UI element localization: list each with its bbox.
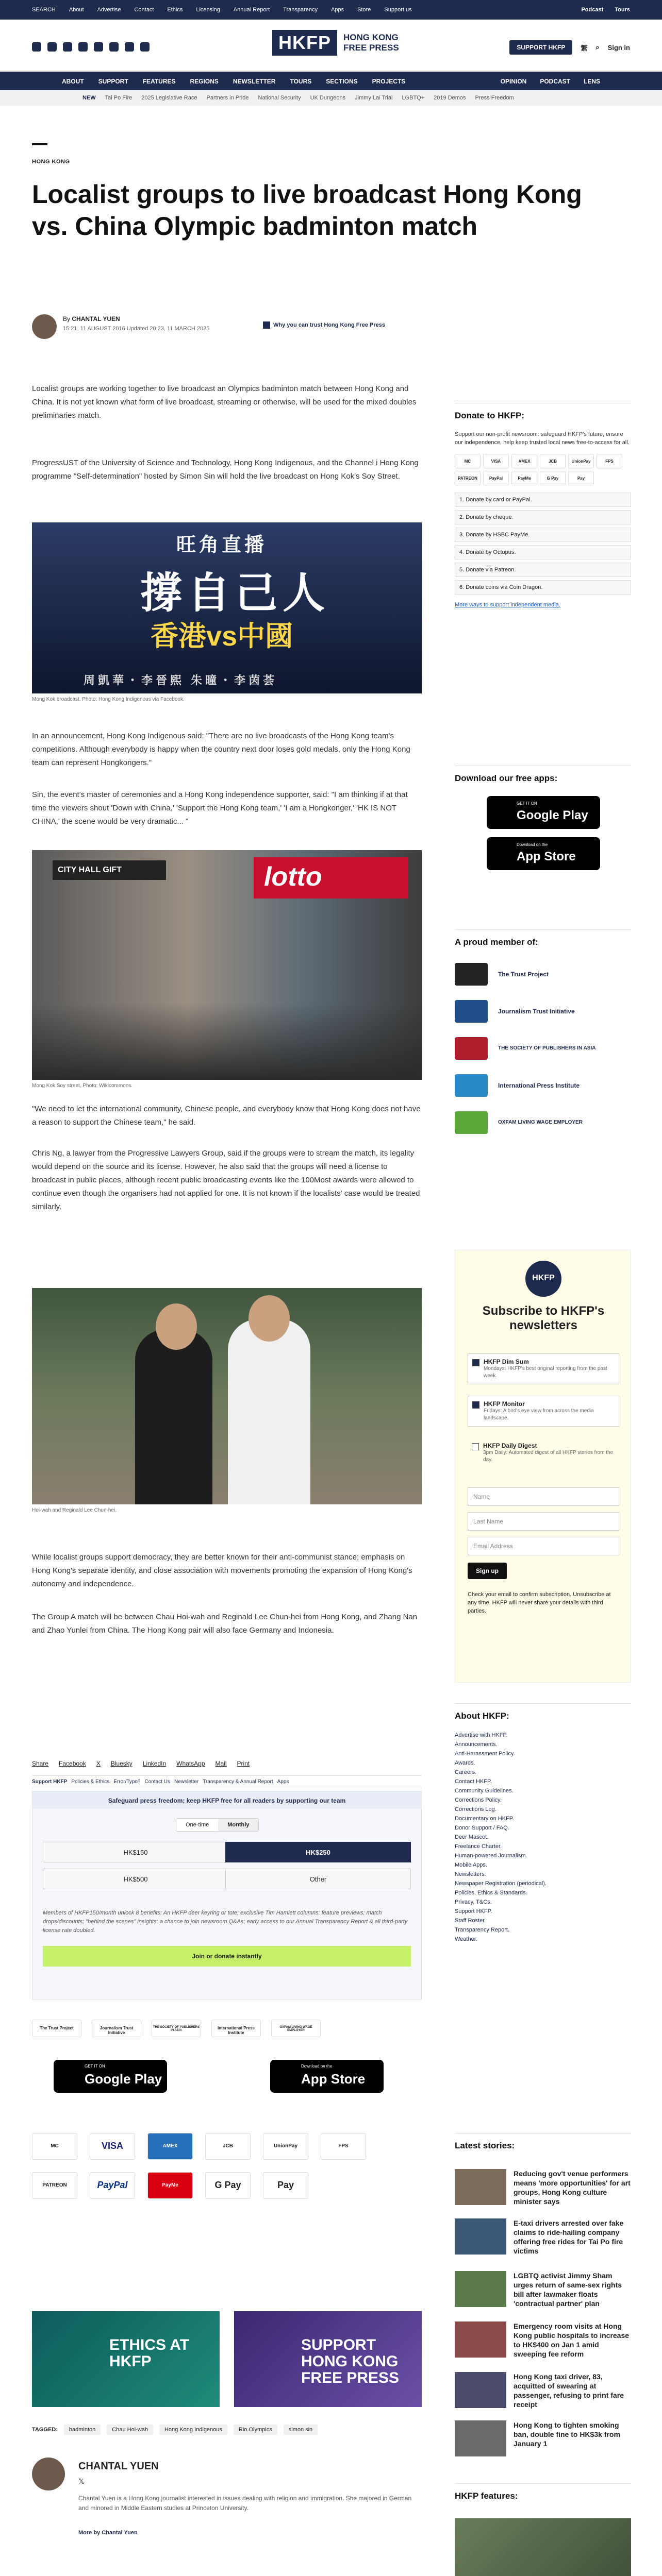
sidebar-heading: About HKFP: <box>455 1703 631 1721</box>
story-title: Emergency room visits at Hong Kong public hospitals to increase to HK$400 on Jan 1 amid sweeping fee reform <box>514 2322 630 2358</box>
author-name[interactable]: CHANTAL YUEN <box>78 2461 159 2472</box>
topbar-link[interactable]: Annual Report <box>233 7 270 13</box>
jcb-icon: JCB <box>540 454 566 468</box>
story-thumbnail <box>455 2420 506 2456</box>
poster-text: 周凱華・李晉熙 朱曈・李茵荟 <box>84 674 278 687</box>
paypal-icon: PayPal <box>90 2172 135 2199</box>
frequency-tabs <box>176 1818 259 1832</box>
author-avatar[interactable] <box>32 314 57 339</box>
topbar-link[interactable]: About <box>69 7 84 13</box>
story-title: Hong Kong taxi driver, 83, acquitted of swearing at passenger, refusing to print fare receipt <box>514 2372 624 2409</box>
nav-item[interactable]: ABOUT <box>62 78 84 85</box>
donate-intro[interactable]: Support our non-profit newsroom: safeguard HKFP's future, ensure our independence, help keep trusted local news free-to-access for all. <box>455 431 630 446</box>
sidebar-heading: Download our free apps: <box>455 766 631 784</box>
article-paragraph: The Group A match will be between Chau Hoi-wah and Reginald Lee Chun-hei from Hong Kong, and Zhang Nan and Zhao Yunlei from China. The Hong Kong pair will also face Germany and Indonesia. <box>32 1613 418 1635</box>
trending-item[interactable]: Press Freedom <box>475 95 514 101</box>
broadcast-poster-image <box>32 522 422 693</box>
nav-item[interactable]: OPINION <box>500 78 527 85</box>
topbar-link[interactable]: SEARCH <box>32 7 56 13</box>
policy-link[interactable]: Support HKFP <box>32 1779 68 1785</box>
latest-story[interactable] <box>455 2218 631 2260</box>
feature-image <box>455 2518 631 2576</box>
donate-option[interactable]: 2. Donate by cheque. <box>455 510 631 524</box>
latest-stories-heading-wrap <box>455 2133 631 2151</box>
rss-icon[interactable] <box>140 42 150 52</box>
sidebar-payment-icons <box>455 454 625 485</box>
latest-story[interactable] <box>455 2169 631 2210</box>
story-thumbnail <box>455 2218 506 2255</box>
sopa-icon <box>455 1037 488 1060</box>
trending-item[interactable]: Jimmy Lai Trial <box>355 95 393 101</box>
topbar-link[interactable]: Store <box>357 7 371 13</box>
story-title: Hong Kong to tighten smoking ban, double fine to HK$3k from January 1 <box>514 2421 620 2448</box>
apple-pay-icon: Pay <box>263 2172 308 2199</box>
tag-chip[interactable]: Rio Olympics <box>234 2425 277 2435</box>
about-link[interactable]: Anti-Harassment Policy. <box>455 1751 515 1757</box>
trust-icon <box>263 321 270 329</box>
author-bio: Chantal Yuen is a Hong Kong journalist interested in issues dealing with religion and immigration. She majored in German and minored in Middle Eastern studies at Princeton University. <box>78 2495 412 2512</box>
poster-text: 旺角直播 <box>176 534 268 556</box>
author-name-link[interactable]: CHANTAL YUEN <box>72 315 120 323</box>
story-title: LGBTQ activist Jimmy Sham urges return of same-sex rights bill after lawmaker floats 'contractual partner' plan <box>514 2272 622 2308</box>
street-photo <box>32 850 422 1080</box>
ipi-icon <box>455 1074 488 1097</box>
amount-option-selected[interactable]: HK$250 <box>225 1842 411 1862</box>
donate-option[interactable]: 5. Donate via Patreon. <box>455 563 631 577</box>
article-figure <box>32 1288 422 1513</box>
about-link[interactable]: Documentary on HKFP. <box>455 1816 514 1822</box>
about-link[interactable]: Contact HKFP. <box>455 1778 492 1785</box>
nav-item[interactable]: PROJECTS <box>372 78 406 85</box>
author-avatar[interactable] <box>32 2458 65 2490</box>
logo-line: HONG KONG <box>343 32 399 42</box>
google-play-badge[interactable]: GET IT ON Google Play <box>54 2060 167 2093</box>
nav-item[interactable]: TOURS <box>290 78 312 85</box>
x-icon[interactable] <box>47 42 57 52</box>
newsletter-option[interactable]: HKFP Monitor Fridays: A bird's eye view from across the media landscape. <box>468 1396 619 1427</box>
member-org[interactable]: Journalism Trust Initiative <box>455 1000 631 1023</box>
instagram-icon[interactable] <box>63 42 72 52</box>
site-logo[interactable] <box>272 30 399 56</box>
policy-link[interactable]: Policies & Ethics <box>71 1779 110 1785</box>
about-link[interactable]: Announcements. <box>455 1741 498 1748</box>
sidebar-heading: Donate to HKFP: <box>455 403 631 421</box>
about-link[interactable]: Freelance Charter. <box>455 1843 502 1850</box>
google-play-badge[interactable]: GET IT ON Google Play <box>487 796 600 829</box>
article-paragraph: Localist groups are working together to live broadcast an Olympics badminton match between Hong Kong and China. It is not yet known what form of live broadcast, streaming or otherwise, will be used for the mixed doubles preliminaries match. <box>32 384 417 420</box>
figure-caption: Mong Kok Soy street. Photo: Wikicommons. <box>32 1083 133 1089</box>
trust-project-logo[interactable]: The Trust Project <box>32 2020 81 2037</box>
newsletter-option[interactable]: HKFP Daily Digest 3pm Daily: Automated digest of all HKFP stories from the day. <box>468 1438 619 1468</box>
lotto-sign: lotto <box>254 857 408 899</box>
join-donate-button[interactable]: Join or donate instantly <box>43 1946 411 1967</box>
google-pay-icon: G Pay <box>540 471 566 485</box>
article-paragraph: "We need to let the international community, Chinese people, and everybody know that Hong Kong does not have a reason to support the Chinese team," he said. <box>32 1105 421 1127</box>
donate-option[interactable]: 4. Donate by Octopus. <box>455 545 631 560</box>
member-org[interactable]: The Trust Project <box>455 963 631 986</box>
policy-link[interactable]: Newsletter <box>174 1779 199 1785</box>
nav-item[interactable]: NEWSLETTER <box>233 78 276 85</box>
payme-icon: PayMe <box>511 471 537 485</box>
share-print[interactable]: Print <box>237 1760 250 1767</box>
facebook-icon[interactable] <box>32 42 41 52</box>
first-name-input[interactable]: Name <box>468 1487 619 1506</box>
jti-icon <box>455 1000 488 1023</box>
signup-button[interactable]: Sign up <box>468 1563 507 1579</box>
newsletter-signup <box>455 1250 631 1683</box>
app-store-label: App Store <box>301 2071 366 2087</box>
figure-caption: Hoi-wah and Reginald Lee Chun-hei. <box>32 1507 117 1513</box>
about-link[interactable]: Newspaper Registration (periodical). <box>455 1880 547 1887</box>
top-utility-bar <box>0 0 662 20</box>
share-bar <box>32 1760 250 1767</box>
app-store-badge[interactable]: Download on the App Store <box>487 837 600 870</box>
main-nav <box>0 72 662 90</box>
oxfam-logo[interactable]: OXFAM LIVING WAGE EMPLOYER <box>271 2020 321 2037</box>
tab-monthly[interactable]: Monthly <box>218 1819 258 1831</box>
newsletter-option[interactable]: HKFP Dim Sum Mondays: HKFP's best original reporting from the past week. <box>468 1353 619 1384</box>
more-ways-link[interactable]: More ways to support independent media. <box>455 602 560 608</box>
story-title: Reducing gov't venue performers means 'more opportunities' for art groups, Hong Kong culture minister says <box>514 2170 631 2206</box>
article-tags <box>32 2425 318 2435</box>
google-pay-icon: G Pay <box>205 2172 251 2199</box>
sidebar-heading: A proud member of: <box>455 929 631 947</box>
email-input[interactable]: Email Address <box>468 1537 619 1555</box>
tag-chip[interactable]: Hong Kong Indigenous <box>159 2425 227 2435</box>
share-facebook[interactable]: Facebook <box>59 1760 86 1767</box>
article-headline: Localist groups to live broadcast Hong Kong vs. China Olympic badminton match <box>32 180 582 241</box>
story-thumbnail <box>455 2321 506 2358</box>
oxfam-icon <box>455 1111 488 1134</box>
logo-line: FREE PRESS <box>343 43 399 53</box>
signin-link[interactable]: Sign in <box>607 43 630 52</box>
about-link[interactable]: Corrections Log. <box>455 1806 496 1812</box>
poster-text: 撐自己人 <box>140 570 330 617</box>
share-x[interactable]: X <box>96 1760 101 1767</box>
ipi-logo[interactable]: International Press Institute <box>211 2020 261 2037</box>
promo-title: ETHICS AT HKFP <box>109 2336 189 2370</box>
article-paragraph: ProgressUST of the University of Science and Technology, Hong Kong Indigenous, and the Channel i Hong Kong programme "Self-determination" hosted by Simon Sin will hold the live broadcast on Hong Kok's Soy Street. <box>32 459 419 481</box>
about-link[interactable]: Support HKFP. <box>455 1908 492 1914</box>
latest-story[interactable] <box>455 2271 631 2312</box>
masthead <box>0 20 662 71</box>
nav-item[interactable]: REGIONS <box>190 78 219 85</box>
features-heading-wrap <box>455 2483 631 2501</box>
nav-item[interactable]: PODCAST <box>540 78 570 85</box>
about-link[interactable]: Careers. <box>455 1769 477 1775</box>
topbar-link[interactable]: Transparency <box>283 7 318 13</box>
jcb-icon: JCB <box>205 2133 251 2160</box>
trending-bar <box>0 90 662 106</box>
linkedin-icon[interactable] <box>125 42 134 52</box>
checkbox-checked[interactable] <box>472 1401 479 1409</box>
fps-icon: FPS <box>321 2133 366 2160</box>
story-thumbnail <box>455 2169 506 2205</box>
trending-item[interactable]: 2025 Legislative Race <box>141 95 197 101</box>
nav-item[interactable]: SUPPORT <box>98 78 128 85</box>
more-by-author-link[interactable]: More by Chantal Yuen <box>78 2530 138 2536</box>
tag-chip[interactable]: badminton <box>64 2425 101 2435</box>
logo-box: HKFP <box>272 30 337 56</box>
policy-link[interactable]: Transparency & Annual Report <box>203 1779 273 1785</box>
amount-option[interactable]: HK$500 <box>43 1869 228 1889</box>
share-label: Share <box>32 1760 49 1767</box>
byline <box>32 313 496 344</box>
payme-icon: PayMe <box>147 2172 193 2199</box>
mastercard-icon: MC <box>455 454 481 468</box>
article-paragraph: In an announcement, Hong Kong Indigenous said: "There are no live broadcasts of the Hong Kong team's competitions. Although everybody is happy when the country next door loses gold medals, only the Hong Kong team can represent Hongkongers." <box>32 732 410 767</box>
newsletter-heading: Subscribe to HKFP's newsletters <box>482 1304 605 1332</box>
about-link[interactable]: Staff Roster. <box>455 1918 486 1924</box>
share-mail[interactable]: Mail <box>215 1760 227 1767</box>
mastercard-icon: MC <box>32 2133 77 2160</box>
sopa-logo[interactable]: THE SOCIETY OF PUBLISHERS IN ASIA <box>152 2020 201 2037</box>
support-hkfp-button[interactable]: SUPPORT HKFP <box>509 40 572 55</box>
amex-icon: AMEX <box>147 2133 193 2160</box>
tag-chip[interactable]: Chau Hoi-wah <box>107 2425 153 2435</box>
last-name-input[interactable]: Last Name <box>468 1512 619 1531</box>
app-store-badge[interactable]: Download on the App Store <box>270 2060 384 2093</box>
article-dates: 15:21, 11 AUGUST 2016 Updated 20:23, 11 MARCH 2025 <box>63 326 210 332</box>
players-photo <box>32 1288 422 1504</box>
donate-option[interactable]: 6. Donate coins via Coin Dragon. <box>455 580 631 595</box>
trending-item[interactable]: National Security <box>258 95 301 101</box>
tag-chip[interactable]: simon sin <box>284 2425 318 2435</box>
social-icons <box>32 42 150 52</box>
x-icon[interactable]: 𝕏 <box>78 2477 85 2485</box>
nav-item[interactable]: SECTIONS <box>326 78 358 85</box>
policy-link[interactable]: Error/Typo? <box>113 1779 141 1785</box>
payment-methods <box>32 2133 422 2199</box>
topbar-link[interactable]: Apps <box>331 7 344 13</box>
patreon-icon: PATREON <box>32 2172 77 2199</box>
trust-link[interactable]: Why you can trust Hong Kong Free Press <box>273 322 385 328</box>
section-kicker[interactable]: HONG KONG <box>32 159 70 165</box>
about-link[interactable]: Mobile Apps. <box>455 1862 487 1868</box>
donate-options <box>455 493 631 595</box>
sidebar-about <box>455 1703 631 1944</box>
figure-caption: Mong Kok broadcast. Photo: Hong Kong Indigenous via Facebook. <box>32 697 185 702</box>
paypal-icon: PayPal <box>483 471 509 485</box>
topbar-link[interactable]: Advertise <box>97 7 121 13</box>
mail-icon[interactable] <box>109 42 119 52</box>
story-title: E-taxi drivers arrested over fake claims to ride-hailing company offering free rides for Tai Po fire victims <box>514 2219 624 2255</box>
about-link[interactable]: Newsletters. <box>455 1871 486 1877</box>
trending-item[interactable]: Tai Po Fire <box>105 95 133 101</box>
trending-item[interactable]: 2019 Demos <box>434 95 466 101</box>
fps-icon: FPS <box>597 454 622 468</box>
support-promo-banner[interactable] <box>234 2311 422 2407</box>
visa-icon: VISA <box>90 2133 135 2160</box>
bluesky-icon[interactable] <box>78 42 88 52</box>
amount-option[interactable]: HK$150 <box>43 1842 228 1862</box>
latest-story[interactable] <box>455 2321 631 2363</box>
trending-label: NEW <box>82 95 96 101</box>
sidebar-donate <box>455 403 631 608</box>
about-link[interactable]: Human-powered Journalism. <box>455 1853 527 1859</box>
trending-item[interactable]: Partners in Pride <box>206 95 249 101</box>
about-link[interactable]: Weather. <box>455 1936 477 1942</box>
latest-story[interactable] <box>455 2420 631 2462</box>
search-icon[interactable]: ⌕ <box>595 43 600 51</box>
topbar-link[interactable]: Licensing <box>196 7 220 13</box>
apple-pay-icon: Pay <box>568 471 594 485</box>
about-link[interactable]: Awards. <box>455 1760 475 1766</box>
member-org[interactable]: OXFAM LIVING WAGE EMPLOYER <box>455 1111 631 1134</box>
policy-links <box>32 1775 422 1788</box>
partner-logos <box>32 2020 321 2037</box>
tours-link[interactable]: Tours <box>615 7 630 13</box>
hkfp-logo-icon: HKFP <box>525 1261 561 1297</box>
tags-label: TAGGED: <box>32 2427 58 2433</box>
article-paragraph: Chris Ng, a lawyer from the Progressive Lawyers Group, said if the groups were to stream the match, its legality would depend on the source and its license. However, he also said that the groups will need a license to broadcast in public places, although recent public broadcasting events like the 100Most awards were allowed to continue even though the organisers had not applied for one. It is not known if the localists' case would be treated similarly. <box>32 1149 420 1211</box>
policy-link[interactable]: Apps <box>277 1779 289 1785</box>
latest-story[interactable] <box>455 2372 631 2413</box>
checkbox-unchecked[interactable] <box>472 1443 479 1450</box>
trust-project-icon <box>455 963 488 986</box>
about-link[interactable]: Community Guidelines. <box>455 1788 514 1794</box>
kicker-divider <box>32 143 47 145</box>
about-link[interactable]: Advertise with HKFP. <box>455 1732 508 1738</box>
shop-sign: CITY HALL GIFT <box>53 860 166 880</box>
language-switch[interactable]: 繁 <box>581 44 588 52</box>
sidebar-heading: Latest stories: <box>455 2133 631 2151</box>
story-thumbnail <box>455 2271 506 2307</box>
youtube-icon[interactable] <box>94 42 103 52</box>
poster-text: 香港vs中國 <box>151 621 293 652</box>
google-play-label: Google Play <box>85 2071 162 2087</box>
newsletter-fineprint: Check your email to confirm subscription. Unsubscribe at any time. HKFP will never share your details with third parties. <box>468 1591 611 1614</box>
about-link[interactable]: Privacy, T&Cs. <box>455 1899 492 1905</box>
jti-logo[interactable]: Journalism Trust Initiative <box>92 2020 141 2037</box>
nav-item[interactable]: LENS <box>583 78 600 85</box>
feature-story[interactable] <box>455 2518 631 2576</box>
donate-option[interactable]: 1. Donate by card or PayPal. <box>455 493 631 507</box>
article-figure <box>32 522 422 702</box>
tab-one-time[interactable]: One-time <box>176 1819 218 1831</box>
by-prefix: By <box>63 315 71 323</box>
sidebar-heading: HKFP features: <box>455 2483 631 2501</box>
article-figure <box>32 850 422 1089</box>
policy-link[interactable]: Contact Us <box>144 1779 170 1785</box>
podcast-link[interactable]: Podcast <box>581 7 604 13</box>
membership-note: Members of HKFP150/month unlock 8 benefits: An HKFP deer keyring or tote; exclusive Tim Hamlett columns; feature previews; match drops/discounts; "behind the scenes" insights; a chance to join newsroom Q&As; early access to our Annual Transparency Report & all third-party license rate doubled. <box>43 1910 408 1934</box>
about-links <box>455 1731 631 1944</box>
unionpay-icon: UnionPay <box>568 454 594 468</box>
topbar-link[interactable]: Support us <box>384 7 412 13</box>
about-link[interactable]: Transparency Report. <box>455 1927 509 1933</box>
sidebar-apps <box>455 766 631 870</box>
member-org[interactable]: International Press Institute <box>455 1074 631 1097</box>
patreon-icon: PATREON <box>455 471 481 485</box>
trending-item[interactable]: UK Dungeons <box>310 95 346 101</box>
topbar-link[interactable]: Contact <box>134 7 154 13</box>
trending-item[interactable]: LGBTQ+ <box>402 95 425 101</box>
share-linkedin[interactable]: LinkedIn <box>142 1760 167 1767</box>
topbar-link[interactable]: Ethics <box>167 7 183 13</box>
amount-other[interactable]: Other <box>225 1869 411 1889</box>
amex-icon: AMEX <box>511 454 537 468</box>
donation-widget <box>32 1791 422 2000</box>
article-paragraph: Sin, the event's master of ceremonies and a Hong Kong independence supporter, said: "I am thinking if at that time the viewers shout 'Down with China,' 'Support the Hong Kong team,' 'I am a Hongkonger,' 'HK IS NOT CHINA,' the scene would be very dramatic... " <box>32 790 408 826</box>
promo-title: SUPPORT HONG KONG FREE PRESS <box>301 2336 400 2386</box>
story-thumbnail <box>455 2372 506 2408</box>
unionpay-icon: UnionPay <box>263 2133 308 2160</box>
member-org[interactable]: THE SOCIETY OF PUBLISHERS IN ASIA <box>455 1037 631 1060</box>
sidebar-members <box>455 929 631 1148</box>
donate-option[interactable]: 3. Donate by HSBC PayMe. <box>455 528 631 542</box>
visa-icon: VISA <box>483 454 509 468</box>
about-link[interactable]: Donor Support / FAQ. <box>455 1825 509 1831</box>
article-paragraph: While localist groups support democracy, they are better known for their anti-communist stance; emphasis on Hong Kong's separate identity, and close association with movements promoting the expansion of Hong Kong's autonomy and independence. <box>32 1553 412 1588</box>
about-link[interactable]: Deer Mascot. <box>455 1834 489 1840</box>
share-whatsapp[interactable]: WhatsApp <box>176 1760 205 1767</box>
ethics-promo-banner[interactable] <box>32 2311 220 2407</box>
donation-banner: Safeguard press freedom; keep HKFP free for all readers by supporting our team <box>32 1791 421 1809</box>
about-link[interactable]: Corrections Policy. <box>455 1797 502 1803</box>
about-link[interactable]: Policies, Ethics & Standards. <box>455 1890 527 1896</box>
nav-item[interactable]: FEATURES <box>142 78 176 85</box>
share-bluesky[interactable]: Bluesky <box>110 1760 133 1767</box>
checkbox-checked[interactable] <box>472 1359 479 1366</box>
